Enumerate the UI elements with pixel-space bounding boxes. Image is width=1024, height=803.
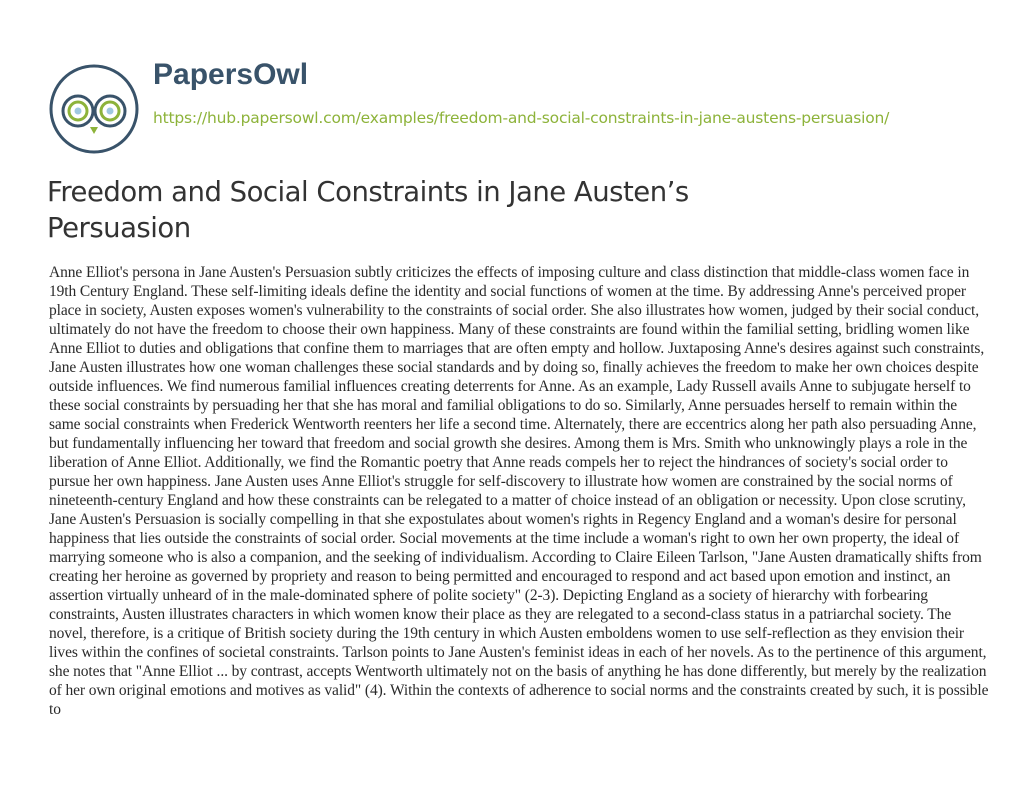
document-title: Freedom and Social Constraints in Jane Austen’s Persuasion xyxy=(47,176,689,244)
header xyxy=(49,34,989,154)
owl-eyes-icon xyxy=(49,64,139,154)
document-body: Anne Elliot's persona in Jane Austen's Persuasion subtly criticizes the effects of imposing culture and class distinction that middle-class women face in 19th Century England. These self-limiting ideals define the identity and social functions of women at the time. By addressing Anne's perceived proper place in society, Austen exposes women's vulnerability to the constraints of social order. She also illustrates how women, judged by their social conduct, ultimately do not have the freedom to choose their own happiness. Many of these constraints are found within the familial setting, bridling women like Anne Elliot to duties and obligations that confine them to marriages that are often empty and hollow. Juxtaposing Anne's desires against such constraints, Jane Austen illustrates how one woman challenges these social standards and by doing so, finally achieves the freedom to make her own choices despite outside influences. We find numerous familial influences creating deterrents for Anne. As an example, Lady Russell avails Anne to subjugate herself to these social constraints by persuading her that she has moral and familial obligations to do so. Similarly, Anne persuades herself to remain within the same social constraints when Frederick Wentworth reenters her life a second time. Alternately, there are eccentrics along her path also persuading Anne, but fundamentally influencing her toward that freedom and social growth she desires. Among them is Mrs. Smith who unknowingly plays a role in the liberation of Anne Elliot. Additionally, we find the Romantic poetry that Anne reads compels her to reject the hindrances of society's social order to pursue her own happiness. Jane Austen uses Anne Elliot's struggle for self-discovery to illustrate how women are constrained by the social norms of nineteenth-century England and how these constraints can be relegated to a matter of choice instead of an obligation or necessity. Upon close scrutiny, Jane Austen's Persuasion is socially compelling in that she expostulates about women's rights in Regency England and a woman's desire for personal happiness that lies outside the constraints of social order. Social movements at the time include a woman's right to own her own property, the ideal of marrying someone who is also a companion, and the seeking of individualism. According to Claire Eileen Tarlson, "Jane Austen dramatically shifts from creating her heroine as governed by propriety and reason to being permitted and encouraged to respond and act based upon emotion and instinct, an assertion virtually unheard of in the male-dominated sphere of polite society" (2-3). Depicting England as a society of hierarchy with forbearing constraints, Austen illustrates characters in which women know their place as they are relegated to a second-class status in a patriarchal society. The novel, therefore, is a critique of British society during the 19th century in which Austen emboldens women to use self-reflection as they envision their lives within the confines of societal constraints. Tarlson points to Jane Austen's feminist ideas in each of her novels. As to the pertinence of this argument, she notes that "Anne Elliot ... by contrast, accepts Wentworth ultimately not on the basis of anything he has done differently, but merely by the realization of her own original emotions and motives as valid" (4). Within the contexts of adherence to social norms and the constraints created by such, it is possible to xyxy=(49,264,989,718)
source-url-link[interactable]: https://hub.papersowl.com/examples/freedom-and-social-constraints-in-jane-austens-persuasion/ xyxy=(153,109,890,127)
brand-name: PapersOwl xyxy=(153,58,309,91)
